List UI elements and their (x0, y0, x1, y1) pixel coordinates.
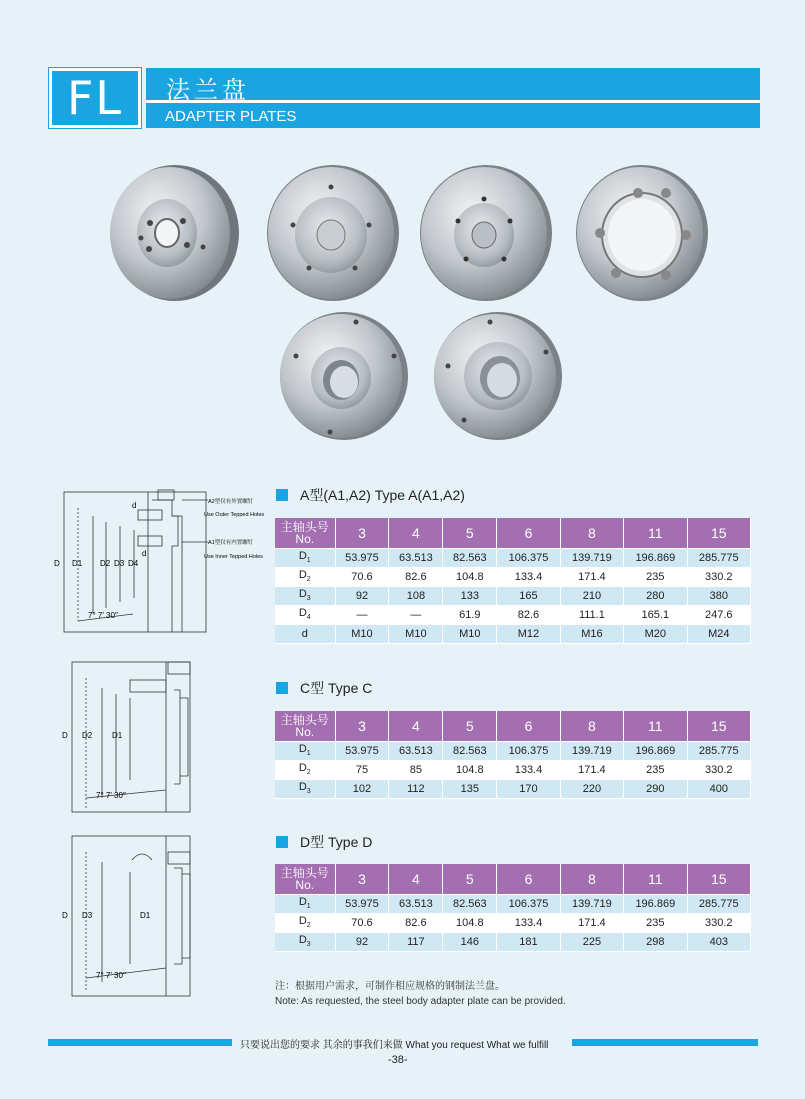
flange-photo (265, 163, 400, 303)
table-row (275, 548, 751, 567)
note-en: Note: As requested, the steel body adapter plate can be provided. (275, 996, 566, 1007)
page-title-zh: 法兰盘 (166, 76, 250, 104)
page-title-en: ADAPTER PLATES (165, 108, 297, 125)
table-cell: 92 (335, 932, 389, 951)
table-cell: — (335, 605, 389, 624)
table-row (275, 741, 751, 760)
dim-label: D1 (140, 911, 151, 920)
drawing-note: Use Outer Tepped Holes (204, 512, 265, 518)
table-cell: 403 (687, 932, 750, 951)
header-cell: 3 (335, 864, 389, 894)
section-code-badge: FL (49, 68, 141, 128)
row-label: $D_2$ (275, 760, 335, 779)
table-cell: M20 (624, 624, 687, 643)
table-cell: — (389, 605, 443, 624)
table-cell: 111.1 (560, 605, 623, 624)
dim-label: D1 (72, 559, 83, 568)
table-c-title-text: C型 Type C (300, 680, 373, 696)
table-cell: 210 (560, 586, 623, 605)
footer-bar-right (572, 1039, 758, 1046)
table-cell: 82.6 (497, 605, 560, 624)
table-cell: 82.563 (443, 548, 497, 567)
table-cell: 53.975 (335, 741, 389, 760)
header-cell: 4 (389, 518, 443, 548)
row-label: $D_3$ (275, 932, 335, 951)
dim-label: D3 (82, 911, 93, 920)
table-cell: 181 (497, 932, 560, 951)
dim-label: D2 (100, 559, 111, 568)
table-cell: 165 (497, 586, 560, 605)
table-cell: 196.869 (624, 741, 687, 760)
row-label: $D_1$ (275, 548, 335, 567)
row-label: d (275, 624, 335, 643)
header-cell: 8 (560, 711, 623, 741)
table-cell: 171.4 (560, 567, 623, 586)
table-cell: M16 (560, 624, 623, 643)
table-cell: 82.563 (443, 894, 497, 913)
header-cell: 5 (443, 711, 497, 741)
drawing-note: A1型仅有内置螺钉 (208, 540, 254, 546)
header-cell: 11 (624, 518, 687, 548)
page-number: -38- (388, 1054, 408, 1066)
table-a-title-text: A型(A1,A2) Type A(A1,A2) (300, 487, 465, 503)
row-label: $D_3$ (275, 586, 335, 605)
table-row (275, 932, 751, 951)
row-label: $D_3$ (275, 779, 335, 798)
table-cell: 63.513 (389, 894, 443, 913)
table-cell: 108 (389, 586, 443, 605)
header-cell: 3 (335, 711, 389, 741)
table-cell: 298 (624, 932, 687, 951)
table-cell: 220 (560, 779, 623, 798)
header-cell: 15 (687, 864, 750, 894)
table-cell: 92 (335, 586, 389, 605)
type-c-table (275, 711, 751, 799)
table-cell: 285.775 (687, 741, 750, 760)
table-cell: M12 (497, 624, 560, 643)
dim-label: d (142, 549, 147, 558)
type-c-drawing (56, 658, 201, 818)
table-cell: 82.6 (389, 567, 443, 586)
header-cell: 4 (389, 864, 443, 894)
table-cell: 285.775 (687, 894, 750, 913)
table-cell: 196.869 (624, 548, 687, 567)
flange-photo (105, 163, 240, 303)
table-cell: 225 (560, 932, 623, 951)
row-label: $D_1$ (275, 741, 335, 760)
table-header-row (275, 711, 751, 741)
table-row (275, 779, 751, 798)
table-cell: 82.563 (443, 741, 497, 760)
table-cell: 70.6 (335, 567, 389, 586)
table-cell: 53.975 (335, 894, 389, 913)
dim-label: D (62, 731, 68, 740)
header-cell: 3 (335, 518, 389, 548)
header-label: 主轴头号 No. (275, 518, 335, 548)
drawing-note: Use Inner Tepped Holes (204, 554, 263, 560)
header-cell: 11 (624, 864, 687, 894)
table-header-row (275, 864, 751, 894)
flange-photo (432, 310, 562, 442)
type-a-drawing (48, 486, 273, 641)
table-cell: 196.869 (624, 894, 687, 913)
table-cell: 290 (624, 779, 687, 798)
table-cell: 133.4 (497, 760, 560, 779)
type-d-table (275, 864, 751, 952)
dim-label: d (132, 501, 137, 510)
header-cell: 4 (389, 711, 443, 741)
row-label: $D_4$ (275, 605, 335, 624)
table-cell: 235 (624, 913, 687, 932)
type-a-table (275, 518, 751, 644)
table-cell: M10 (443, 624, 497, 643)
table-d-title (276, 832, 372, 852)
table-cell: 106.375 (497, 548, 560, 567)
table-cell: 247.6 (687, 605, 750, 624)
table-cell: M24 (687, 624, 750, 643)
angle-label: 7° 7′ 30″ (88, 611, 118, 620)
table-cell: 104.8 (443, 760, 497, 779)
table-cell: 235 (624, 760, 687, 779)
table-row (275, 760, 751, 779)
header-label: 主轴头号 No. (275, 864, 335, 894)
table-cell: 63.513 (389, 741, 443, 760)
dim-label: D3 (114, 559, 125, 568)
table-cell: 117 (389, 932, 443, 951)
table-cell: 104.8 (443, 913, 497, 932)
table-cell: M10 (335, 624, 389, 643)
table-cell: 330.2 (687, 760, 750, 779)
table-d-title-text: D型 Type D (300, 834, 373, 850)
table-cell: 63.513 (389, 548, 443, 567)
table-row (275, 605, 751, 624)
table-cell: 112 (389, 779, 443, 798)
table-cell: 280 (624, 586, 687, 605)
table-cell: 146 (443, 932, 497, 951)
table-cell: 61.9 (443, 605, 497, 624)
angle-label: 7° 7′ 30″ (96, 791, 126, 800)
dim-label: D1 (112, 731, 123, 740)
row-label: $D_1$ (275, 894, 335, 913)
table-cell: 285.775 (687, 548, 750, 567)
table-cell: 85 (389, 760, 443, 779)
drawing-note: A2型仅有外置螺钉 (208, 499, 254, 505)
table-cell: 106.375 (497, 894, 560, 913)
table-cell: 104.8 (443, 567, 497, 586)
row-label: $D_2$ (275, 567, 335, 586)
type-d-drawing (56, 832, 201, 1000)
dim-label: D2 (82, 731, 93, 740)
table-cell: 330.2 (687, 913, 750, 932)
header-cell: 8 (560, 864, 623, 894)
flange-photo (418, 163, 553, 303)
table-c-title (276, 678, 372, 698)
table-cell: 165.1 (624, 605, 687, 624)
header-cell: 15 (687, 518, 750, 548)
table-row (275, 624, 751, 643)
header-cell: 11 (624, 711, 687, 741)
header-cell: 15 (687, 711, 750, 741)
table-cell: 380 (687, 586, 750, 605)
table-cell: 133 (443, 586, 497, 605)
header-cell: 6 (497, 711, 560, 741)
table-cell: 139.719 (560, 894, 623, 913)
footer-slogan: 只要说出您的要求 其余的事我们来做 What you request What we fulfill (240, 1040, 549, 1051)
header-cell: 5 (443, 864, 497, 894)
table-row (275, 894, 751, 913)
table-cell: 53.975 (335, 548, 389, 567)
table-row (275, 586, 751, 605)
table-cell: 171.4 (560, 913, 623, 932)
table-cell: 106.375 (497, 741, 560, 760)
table-cell: 139.719 (560, 548, 623, 567)
header-cell: 5 (443, 518, 497, 548)
table-cell: 139.719 (560, 741, 623, 760)
header-cell: 6 (497, 518, 560, 548)
flange-photo (278, 310, 408, 442)
table-cell: 70.6 (335, 913, 389, 932)
table-cell: 135 (443, 779, 497, 798)
table-cell: 400 (687, 779, 750, 798)
header-cell: 8 (560, 518, 623, 548)
table-cell: 133.4 (497, 567, 560, 586)
table-cell: 170 (497, 779, 560, 798)
dim-label: D (54, 559, 60, 568)
note-zh: 注：根据用户需求，可制作相应规格的钢制法兰盘。 (275, 981, 505, 992)
table-cell: 82.6 (389, 913, 443, 932)
bullet-square-icon (276, 836, 288, 848)
flange-photo (574, 163, 709, 303)
table-cell: 75 (335, 760, 389, 779)
header-cell: 6 (497, 864, 560, 894)
dim-label: D (62, 911, 68, 920)
bullet-square-icon (276, 489, 288, 501)
dim-label: D4 (128, 559, 139, 568)
angle-label: 7° 7′ 30″ (96, 971, 126, 980)
table-cell: 133.4 (497, 913, 560, 932)
table-a-title (276, 485, 465, 505)
table-cell: 171.4 (560, 760, 623, 779)
table-header-row (275, 518, 751, 548)
table-row (275, 913, 751, 932)
table-cell: M10 (389, 624, 443, 643)
table-cell: 235 (624, 567, 687, 586)
table-cell: 102 (335, 779, 389, 798)
footer-bar-left (48, 1039, 232, 1046)
bullet-square-icon (276, 682, 288, 694)
table-cell: 330.2 (687, 567, 750, 586)
header-label: 主轴头号 No. (275, 711, 335, 741)
row-label: $D_2$ (275, 913, 335, 932)
table-row (275, 567, 751, 586)
